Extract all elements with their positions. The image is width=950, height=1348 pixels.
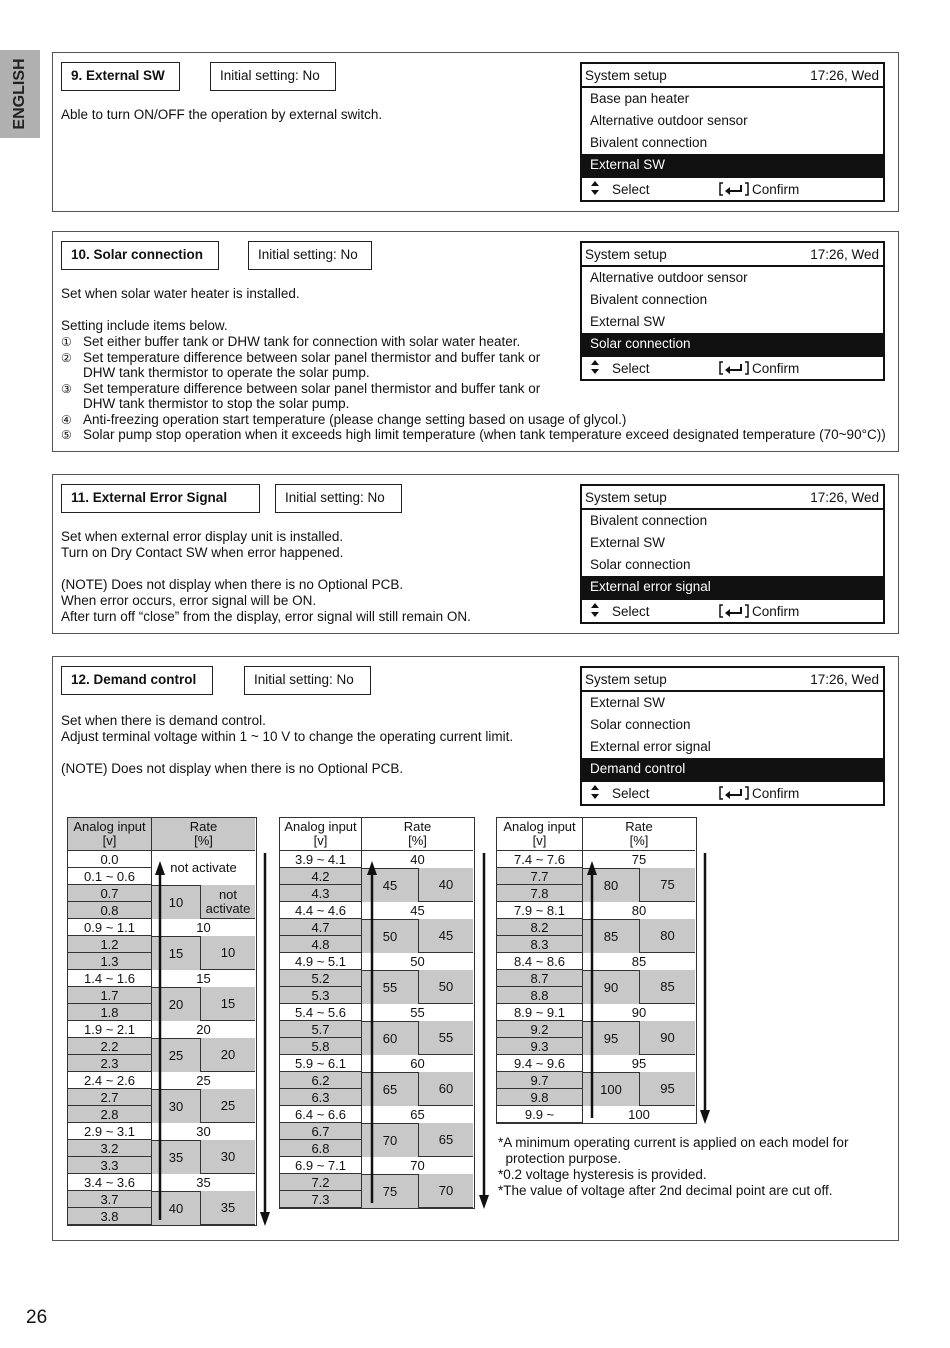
select-label: Select [612,785,650,801]
item-text: Set either buffer tank or DHW tank for connection with solar water heater. [83,334,521,349]
input-cell: 2.4 ~ 2.6 [68,1072,152,1089]
input-cell: 6.3 [280,1089,362,1106]
description-line: Set when solar water heater is installed. [61,286,300,301]
menu-item[interactable]: External SW [582,154,883,176]
increase-arrow-icon [154,860,166,1225]
input-cell: 1.8 [68,1004,152,1021]
up-down-arrows-icon [590,180,600,199]
input-cell: 1.3 [68,953,152,970]
rate-up-cell: 70 [362,1123,419,1157]
input-cell: 8.2 [497,919,583,936]
description-line: Setting include items below. [61,318,228,333]
select-label: Select [612,603,650,619]
screen-header [582,668,883,692]
input-cell: 6.8 [280,1140,362,1157]
input-cell: 1.4 ~ 1.6 [68,970,152,987]
increase-arrow-icon [366,860,378,1208]
rate-up-cell: 20 [152,987,201,1021]
description-line [61,745,513,761]
input-cell: 0.9 ~ 1.1 [68,919,152,936]
section-10 [52,231,899,452]
input-cell: 8.3 [497,936,583,953]
language-label: ENGLISH [11,58,28,130]
item-number: ④ [61,412,72,427]
header-line: [v] [102,833,117,848]
input-cell: 7.9 ~ 8.1 [497,902,583,919]
note: *A minimum operating current is applied on each model for [498,1135,849,1150]
item-text: Solar pump stop operation when it exceeds high limit temperature (when tank temperature exceed designated temperature (70~90°C)) [83,427,886,442]
screen-title: System setup [585,671,667,687]
description-line: Able to turn ON/OFF the operation by external switch. [61,107,383,122]
rate-cell: 50 [410,954,425,969]
initial-setting: Initial setting: No [210,62,336,91]
input-cell: 1.9 ~ 2.1 [68,1021,152,1038]
rate-down-cell: 50 [419,970,473,1004]
section-description [61,529,471,625]
input-cell: 2.9 ~ 3.1 [68,1123,152,1140]
screen-header [582,243,883,267]
rate-up-cell: 30 [152,1089,201,1123]
decrease-arrow-icon [478,853,490,1213]
rate-down-cell: 80 [640,919,695,953]
section-title: 9. External SW [61,62,180,91]
item-number: ① [61,335,72,349]
language-tab [0,50,40,138]
rate-up-cell: 100 [583,1072,640,1106]
menu-item[interactable]: Alternative outdoor sensor [590,113,748,128]
input-cell: 8.9 ~ 9.1 [497,1004,583,1021]
rate-cell: 25 [196,1073,211,1088]
input-cell: 9.2 [497,1021,583,1038]
confirm-label: Confirm [752,360,800,376]
item-text: Anti-freezing operation start temperature (please change setting based on usage of glycol.) [83,411,627,427]
screen-title: System setup [585,489,667,505]
section-description [61,713,513,777]
rate-down-cell: 85 [640,970,695,1004]
item-text: DHW tank thermistor to operate the solar pump. [83,365,370,380]
rate-up-cell: 35 [152,1140,201,1174]
description-line: (NOTE) Does not display when there is no Optional PCB. [61,577,404,592]
rate-cell: not activate [170,860,237,875]
description-line: Set when external error display unit is installed. [61,529,344,544]
rate-down-cell: 70 [419,1174,473,1208]
header-line: [v] [313,833,328,848]
menu-item[interactable]: Alternative outdoor sensor [590,270,748,285]
input-cell: 4.2 [280,868,362,885]
rate-down-cell: 55 [419,1021,473,1055]
rate-down-cell: 95 [640,1072,695,1106]
input-cell: 8.7 [497,970,583,987]
menu-item[interactable]: External SW [590,695,666,710]
input-cell: 2.8 [68,1106,152,1123]
header-line: Analog input [503,819,576,834]
page-number: 26 [26,1307,48,1328]
rate-up-cell: 80 [583,868,640,902]
confirm-label: Confirm [752,785,800,801]
description-line: After turn off “close” from the display, error signal will still remain ON. [61,609,471,624]
description-line: Set when there is demand control. [61,713,266,728]
input-cell: 4.9 ~ 5.1 [280,953,362,970]
input-cell: 4.4 ~ 4.6 [280,902,362,919]
input-cell: 6.7 [280,1123,362,1140]
rate-up-cell: 55 [362,970,419,1004]
input-cell: 5.4 ~ 5.6 [280,1004,362,1021]
note: protection purpose. [498,1151,622,1166]
rate-down-cell: 25 [201,1089,255,1123]
input-cell: 3.3 [68,1157,152,1174]
section-11 [52,474,899,634]
input-cell: 7.8 [497,885,583,902]
rate-down-cell: 45 [419,919,473,953]
header-line: Rate [189,819,218,834]
up-down-arrows-icon [590,602,600,621]
enter-key-icon [719,361,749,376]
setting-item [61,427,886,443]
header-analog-input [280,818,362,851]
confirm-hint [719,786,799,801]
rate-cell: 30 [196,1124,211,1139]
confirm-hint [719,361,799,376]
select-label: Select [612,181,650,197]
input-cell: 5.2 [280,970,362,987]
description-line: (NOTE) Does not display when there is no Optional PCB. [61,761,404,776]
section-description [61,107,382,123]
screen-footer [582,598,883,622]
header-line: Rate [625,819,653,834]
input-cell: 3.2 [68,1140,152,1157]
input-cell: 5.3 [280,987,362,1004]
header-line: [v] [532,833,547,848]
initial-setting: Initial setting: No [244,666,371,695]
rate-cell: 10 [196,920,211,935]
rate-down-cell: 15 [201,987,255,1021]
input-cell: 7.4 ~ 7.6 [497,851,583,868]
rate-cell: 100 [628,1107,650,1122]
input-cell: 7.7 [497,868,583,885]
rate-up-cell: 15 [152,936,201,970]
decrease-arrow-icon [699,853,711,1128]
rate-cell: 20 [196,1022,211,1037]
input-cell: 4.3 [280,885,362,902]
input-cell: 0.0 [68,851,152,868]
header-analog-input [497,818,583,851]
input-cell: 0.8 [68,902,152,919]
header-rate [362,818,473,851]
rate-cell: 75 [631,852,647,867]
input-cell: 9.8 [497,1089,583,1106]
section-9 [52,52,899,212]
rate-down-cell: 35 [201,1191,255,1225]
input-cell: 5.7 [280,1021,362,1038]
screen-header [582,64,883,88]
rate-up-cell: 95 [583,1021,640,1055]
item-text: DHW tank thermistor to stop the solar pump. [83,396,350,411]
rate-down-cell: 65 [419,1123,473,1157]
increase-arrow-icon [586,860,598,1123]
input-cell: 3.4 ~ 3.6 [68,1174,152,1191]
input-cell: 3.9 ~ 4.1 [280,851,362,868]
rate-up-cell: 40 [152,1191,201,1225]
input-cell: 0.1 ~ 0.6 [68,868,152,885]
remote-screen [580,484,885,624]
menu-item[interactable]: Demand control [582,758,883,780]
input-cell: 6.2 [280,1072,362,1089]
header-line: [%] [629,833,649,848]
rate-cell: 35 [196,1175,211,1190]
rate-up-cell: 10 [152,885,201,919]
item-number: ⑤ [61,428,72,442]
rate-down-cell: 40 [419,868,473,902]
rate-up-cell: 65 [362,1072,419,1106]
screen-title: System setup [585,67,667,83]
rate-cell: 15 [196,971,211,986]
rate-cell: 45 [410,903,425,918]
input-cell: 9.4 ~ 9.6 [497,1055,583,1072]
header-analog-input [68,818,152,851]
section-title: 12. Demand control [61,666,213,695]
menu-item[interactable]: External error signal [582,576,883,598]
header-line: [%] [408,833,427,848]
enter-key-icon [719,786,749,801]
description-line: Turn on Dry Contact SW when error happened. [61,545,344,560]
input-cell: 1.7 [68,987,152,1004]
menu-item[interactable]: Solar connection [590,557,691,572]
remote-screen [580,62,885,202]
rate-down-cell: 75 [640,868,695,902]
confirm-label: Confirm [752,603,800,619]
rate-down-cell: 10 [201,936,255,970]
rate-up-cell: 25 [152,1038,201,1072]
input-cell: 7.3 [280,1191,362,1208]
note: *The value of voltage after 2nd decimal point are cut off. [498,1183,833,1198]
rate-cell: 85 [631,954,647,969]
rate-cell: 60 [410,1056,425,1071]
menu-item[interactable]: Bivalent connection [590,135,708,150]
input-cell: 9.7 [497,1072,583,1089]
item-number: ③ [61,381,72,396]
menu-item[interactable]: Bivalent connection [590,513,708,528]
section-title: 10. Solar connection [61,241,219,270]
confirm-hint [719,604,799,619]
rate-down-cell: 20 [201,1038,255,1072]
input-cell: 3.8 [68,1208,152,1225]
rate-up-cell: 90 [583,970,640,1004]
rate-up-cell: 45 [362,868,419,902]
header-rate [152,818,255,851]
header-line: Rate [403,819,432,834]
header-rate [583,818,695,851]
input-cell: 5.9 ~ 6.1 [280,1055,362,1072]
description-line: Adjust terminal voltage within 1 ~ 10 V to change the operating current limit. [61,729,514,744]
item-text: Set temperature difference between solar panel thermistor and buffer tank or [83,349,541,365]
remote-screen [580,666,885,806]
input-cell: 7.2 [280,1174,362,1191]
rate-cell: 90 [631,1005,647,1020]
menu-item[interactable]: Solar connection [590,717,691,732]
input-cell: 8.8 [497,987,583,1004]
screen-time: 17:26, Wed [810,246,879,262]
remote-screen [580,241,885,381]
note: *0.2 voltage hysteresis is provided. [498,1167,707,1182]
setting-item [61,381,886,412]
header-line: [%] [194,833,213,848]
screen-title: System setup [585,246,667,262]
rate-up-cell: 50 [362,919,419,953]
item-text: Set temperature difference between solar panel thermistor and buffer tank or [83,380,541,396]
screen-footer [582,355,883,379]
confirm-hint [719,182,799,197]
description-line [61,561,471,577]
rate-up-cell: 60 [362,1021,419,1055]
decrease-arrow-icon [259,853,271,1230]
input-cell: 2.3 [68,1055,152,1072]
rate-up-cell: 75 [362,1174,419,1208]
menu-item[interactable]: Bivalent connection [590,292,708,307]
rate-cell: 55 [410,1005,425,1020]
input-cell: 5.8 [280,1038,362,1055]
screen-time: 17:26, Wed [810,67,879,83]
input-cell: 3.7 [68,1191,152,1208]
section-title: 11. External Error Signal [61,484,260,513]
screen-footer [582,176,883,200]
initial-setting: Initial setting: No [275,484,402,513]
input-cell: 2.2 [68,1038,152,1055]
rate-down-cell: 60 [419,1072,473,1106]
rate-cell: 80 [631,903,647,918]
rate-down-cell: 90 [640,1021,695,1055]
screen-header [582,486,883,510]
screen-footer [582,780,883,804]
rate-up-cell: 85 [583,919,640,953]
up-down-arrows-icon [590,784,600,803]
input-cell: 8.4 ~ 8.6 [497,953,583,970]
input-cell: 4.7 [280,919,362,936]
menu-item[interactable]: Base pan heater [590,91,690,106]
input-cell: 6.9 ~ 7.1 [280,1157,362,1174]
rate-cell: 40 [410,852,425,867]
setting-item [61,412,886,428]
rate-cell: 70 [410,1158,425,1173]
input-cell: 1.2 [68,936,152,953]
input-cell: 4.8 [280,936,362,953]
screen-time: 17:26, Wed [810,489,879,505]
description-line: When error occurs, error signal will be ON. [61,593,317,608]
initial-setting: Initial setting: No [248,241,372,270]
rate-cell: 95 [631,1056,647,1071]
enter-key-icon [719,604,749,619]
input-cell: 9.9 ~ [497,1106,583,1123]
item-number: ② [61,350,72,365]
select-label: Select [612,360,650,376]
header-line: Analog input [73,819,146,834]
rate-cell: 65 [410,1107,425,1122]
input-cell: 2.7 [68,1089,152,1106]
confirm-label: Confirm [752,181,800,197]
up-down-arrows-icon [590,359,600,378]
screen-time: 17:26, Wed [810,671,879,687]
input-cell: 9.3 [497,1038,583,1055]
rate-down-cell: not activate [201,885,255,919]
menu-item[interactable]: External SW [590,535,666,550]
demand-notes [498,1135,848,1199]
input-cell: 6.4 ~ 6.6 [280,1106,362,1123]
header-line: Analog input [284,819,357,834]
menu-item[interactable]: Solar connection [582,333,883,355]
rate-down-cell: 30 [201,1140,255,1174]
menu-item[interactable]: External error signal [590,739,711,754]
menu-item[interactable]: External SW [590,314,666,329]
input-cell: 0.7 [68,885,152,902]
enter-key-icon [719,182,749,197]
